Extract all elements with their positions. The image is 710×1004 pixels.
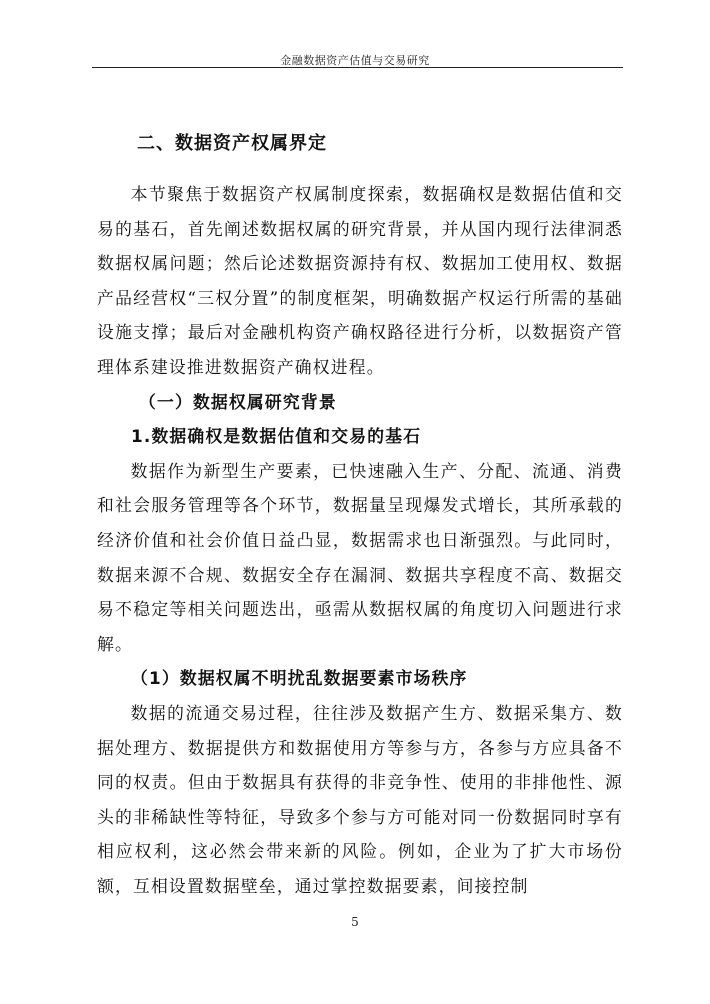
header-rule xyxy=(92,67,623,68)
point-paragraph: 数据的流通交易过程，往往涉及数据产生方、数据采集方、数据处理方、数据提供方和数据使用方等参与方，各参与方应具备不同的权责。但由于数据具有获得的非竞争性、使用的非排他性、源头的非稀缺性等特征，导致多个参与方可能对同一份数据同时享有相应权利，这必然会带来新的风险。例如，企业为了扩大市场份额，互相设置数据壁垒，通过掌控数据要素，间接控制 xyxy=(97,702,623,896)
page-body xyxy=(97,131,623,903)
subsection-heading: （一）数据权属研究背景 xyxy=(139,391,337,412)
point-heading: （1）数据权属不明扰乱数据要素市场秩序 xyxy=(131,668,468,689)
page-number: 5 xyxy=(351,915,359,929)
section-heading: 二、数据资产权属界定 xyxy=(137,133,327,154)
item-paragraph: 数据作为新型生产要素，已快速融入生产、分配、流通、消费和社会服务管理等各个环节，数据量呈现爆发式增长，其所承载的经济价值和社会价值日益凸显，数据需求也日渐强烈。与此同时，数据来源不合规、数据安全存在漏洞、数据共享程度不高、数据交易不稳定等相关问题迭出，亟需从数据权属的角度切入问题进行求解。 xyxy=(97,460,623,654)
section-intro-paragraph: 本节聚焦于数据资产权属制度探索，数据确权是数据估值和交易的基石，首先阐述数据权属的研究背景，并从国内现行法律洞悉数据权属问题；然后论述数据资源持有权、数据加工使用权、数据产品经营权“三权分置”的制度框架，明确数据产权运行所需的基础设施支撑；最后对金融机构资产确权路径进行分析，以数据资产管理体系建设推进数据资产确权进程。 xyxy=(97,184,623,377)
item-heading: 1.数据确权是数据估值和交易的基石 xyxy=(131,426,422,447)
running-header: 金融数据资产估值与交易研究 xyxy=(280,54,430,67)
